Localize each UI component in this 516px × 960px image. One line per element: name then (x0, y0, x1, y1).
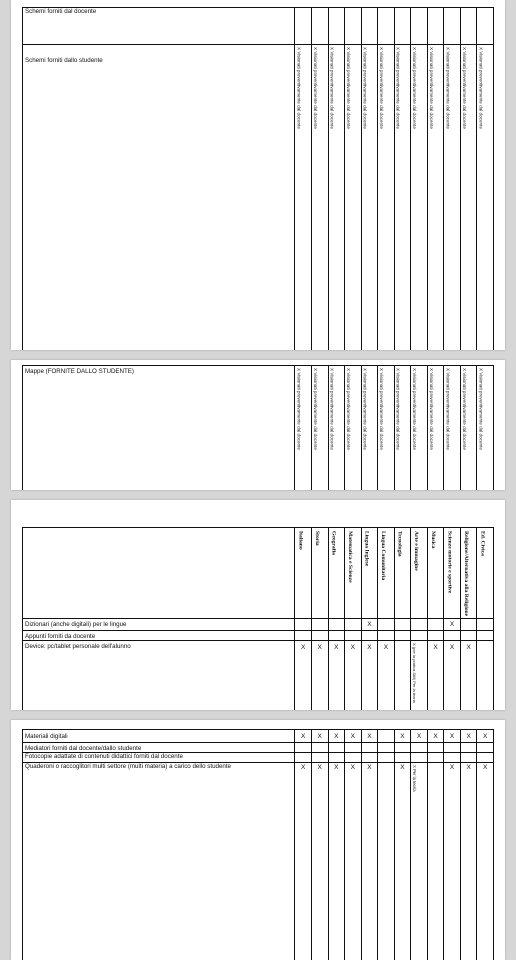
table-page-3 (22, 618, 494, 710)
subject-header: Religione/Alternativa alla Religione (462, 531, 469, 617)
row-label: Schemi forniti dallo studente (23, 45, 295, 351)
table-row: Quaderoni o raccoglitori multi settore (multi materia) a carico dello studente X X X X X X X Per la teoria X X X (23, 763, 494, 960)
subject-header: Ed. Civica (479, 531, 486, 556)
table-row (23, 631, 494, 641)
vertical-cell-text: X Visionati preventivamente dal docente (461, 47, 467, 129)
subject-header: Matematica e Scienze (347, 531, 354, 583)
table-page-4 (22, 729, 494, 960)
vertical-cell-text: X Visionati preventivamente dal docente (412, 47, 418, 129)
table-page-2 (22, 365, 494, 490)
vertical-cell-text: X Visionati preventivamente dal docente (362, 47, 368, 129)
row-label: Mediatori forniti dal docente/dallo studente (23, 743, 295, 753)
subject-header: Scienze motorie e sportive (446, 531, 453, 594)
document-page-3 (11, 500, 505, 710)
table-page-1 (22, 7, 494, 350)
table-row: Materiali digitali X X X X X X X X X X X (23, 730, 494, 743)
row-label: Device: pc/tablet personale dell'alunno (23, 641, 295, 711)
row-label: Fotocopie adattate di contenuti didattici forniti dal docente (23, 753, 295, 763)
vertical-cell-text: X Visionati preventivamente dal docente (379, 47, 385, 129)
vertical-cell-text: X Per la teoria (412, 765, 418, 792)
document-page-4 (11, 720, 505, 960)
subject-header: Lingua Inglese (363, 531, 370, 567)
vertical-cell-text: X Visionati preventivamente dal docente (296, 47, 302, 129)
vertical-cell-text: X Visionati preventivamente dal docente (395, 47, 401, 129)
table-row (23, 45, 494, 351)
table-row (23, 8, 494, 45)
vertical-cell-text: X Visionati preventivamente dal docente (312, 47, 318, 129)
subject-header: Storia (313, 531, 320, 546)
vertical-cell-text: X Visionati preventivamente dal docente (346, 47, 352, 129)
table-row (23, 753, 494, 763)
row-label: Dizionari (anche digitali) per le lingue (23, 619, 295, 631)
row-label: Materiali digitali (23, 730, 295, 743)
table-row: Dizionari (anche digitali) per le lingue X X (23, 619, 494, 631)
vertical-cell-text: X (per la pratica Stili) Per la teoria (412, 643, 418, 703)
row-label: Mappe (FORNITE DALLO STUDENTE) (23, 366, 295, 491)
vertical-cell-text: X Visionati preventivamente dal docente (329, 47, 335, 129)
vertical-cell-text: X Visionati preventivamente dal docente (428, 47, 434, 129)
row-label: Appunti forniti da docente (23, 631, 295, 641)
subject-header: Arte e immagine (413, 531, 420, 571)
table-row (23, 743, 494, 753)
subject-header: Tecnologia (396, 531, 403, 557)
table-row: Mappe (FORNITE DALLO STUDENTE) X Visionati preventivamente dal docente X Visionati preventivamente dal docente X Visionati preventivamente dal docente X Visionati preventivamente dal docente X Visionati preventivamente dal docente X Visionati preventivamente dal docente X Visionati preventivamente dal docente X Visionati preventivamente dal docente X Visionati preventivamente dal docente X Visionati preventivamente dal docente X Visionati preventivamente dal docente X Visionati preventivamente dal docente (23, 366, 494, 491)
vertical-cell-text: X Visionati preventivamente dal docente (445, 47, 451, 129)
subject-header: Geografia (330, 531, 337, 555)
document-page-1 (11, 0, 505, 350)
row-label: Schemi forniti dal docente (23, 8, 295, 45)
subject-header: Musica (429, 531, 436, 549)
subject-header: Italiano (297, 531, 304, 550)
row-label: Quaderoni o raccoglitori multi settore (multi materia) a carico dello studente (23, 763, 295, 960)
vertical-cell-text: X Visionati preventivamente dal docente (478, 47, 484, 129)
document-page-2 (11, 360, 505, 490)
table-row: Device: pc/tablet personale dell'alunno X X X X X X X (per la pratica Stili) Per la teoria X X X (23, 641, 494, 711)
subject-header: Lingua Comunitaria (380, 531, 387, 581)
